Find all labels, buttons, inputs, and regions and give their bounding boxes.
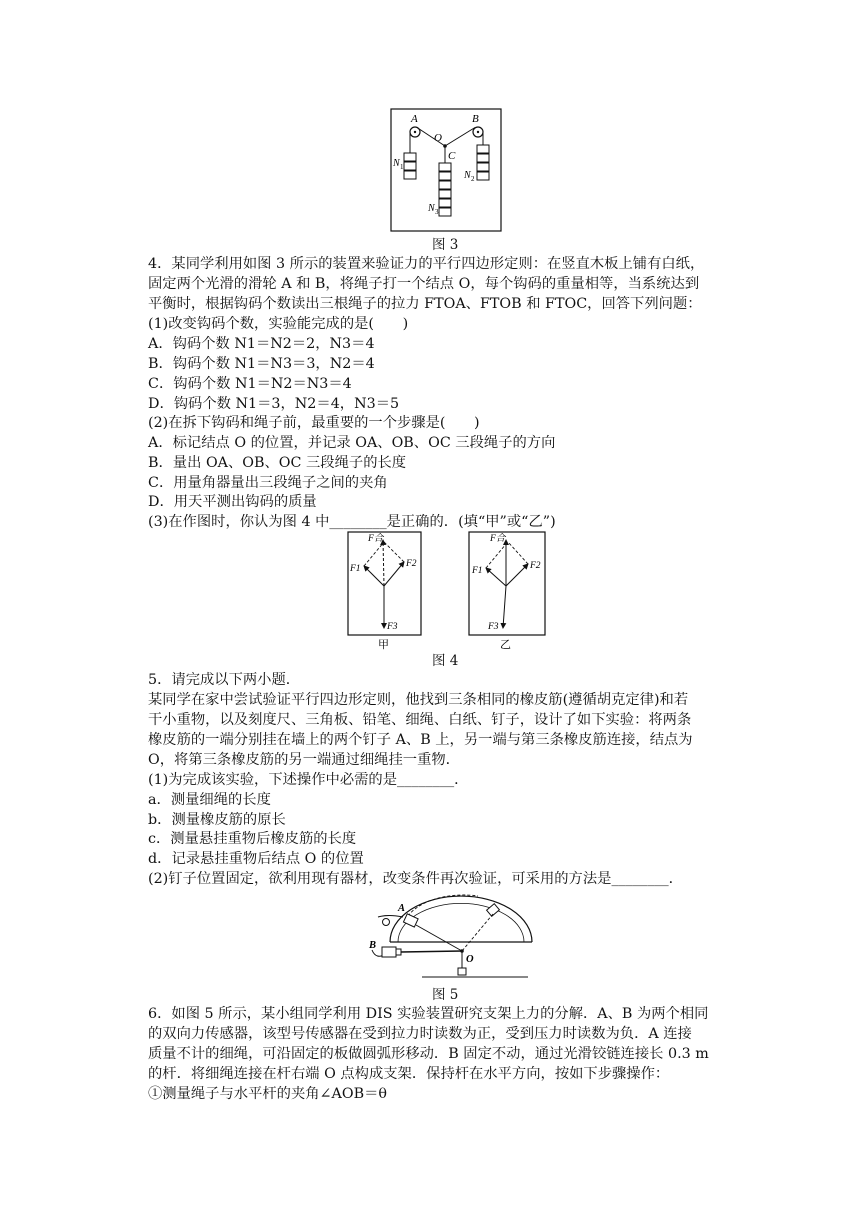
hanging-weight: [458, 968, 466, 975]
q4-option-a: A．钩码个数 N1＝N2＝2，N3＝4: [148, 336, 375, 352]
label-f3: F3: [488, 622, 499, 632]
q5-option-b: b．测量橡皮筋的原长: [148, 812, 286, 828]
q5-option-c: c．测量悬挂重物后橡皮筋的长度: [148, 831, 357, 847]
svg-text:2: 2: [471, 175, 475, 183]
q6-line: 6．如图 5 所示，某小组同学利用 DIS 实验装置研究支架上力的分解．A、B 为两个相同: [148, 1006, 709, 1022]
rod: [401, 951, 462, 952]
q4-option-b: B．量出 OA、OB、OC 三段绳子的长度: [148, 455, 407, 471]
q4-line: 4．某同学利用如图 3 所示的装置来验证力的平行四边形定则：在竖直木板上铺有白纸，: [148, 256, 705, 272]
figure-4: [346, 530, 548, 654]
q4-option-a: A．标记结点 O 的位置，并记录 OA、OB、OC 三段绳子的方向: [148, 435, 556, 451]
figure-4-right-panel: [469, 532, 545, 651]
q4-option-d: D．用天平测出钩码的质量: [148, 494, 317, 510]
label-a: A: [398, 903, 406, 914]
q5-subquestion-1: (1)为完成该实验，下述操作中必需的是________．: [148, 772, 469, 788]
figure-3-caption: 图 3: [432, 237, 459, 253]
q5-line: 橡皮筋的一端分别挂在墙上的两个钉子 A、B 上，另一端与第三条橡皮筋连接，结点为: [148, 732, 693, 748]
q4-option-b: B．钩码个数 N1＝N3＝3，N2＝4: [148, 356, 375, 372]
q5-subquestion-2: (2)钉子位置固定，欲利用现有器材，改变条件再次验证，可采用的方法是________．: [148, 871, 683, 887]
q4-option-d: D．钩码个数 N1＝3，N2＝4，N3＝5: [148, 396, 400, 412]
label-jia: 甲: [378, 639, 389, 651]
q5-option-a: a．测量细绳的长度: [148, 792, 271, 808]
label-f1: F1: [350, 564, 361, 574]
figure-3: [390, 108, 502, 232]
figure-5: [368, 892, 540, 984]
label-b: B: [472, 113, 479, 125]
label-o: O: [434, 132, 442, 144]
label-f1: F1: [472, 566, 483, 576]
q4-subquestion-1: (1)改变钩码个数，实验能完成的是( ): [148, 316, 409, 332]
q4-option-c: C．用量角器量出三段绳子之间的夹角: [148, 475, 388, 491]
label-f-resultant: F合: [490, 534, 506, 544]
label-f2: F2: [530, 561, 541, 571]
q4-option-c: C．钩码个数 N1＝N2＝N3＝4: [148, 376, 352, 392]
q6-step-1: ①测量绳子与水平杆的夹角∠AOB＝θ: [148, 1086, 387, 1102]
label-c: C: [448, 150, 456, 162]
q6-line: 的双向力传感器，该型号传感器在受到拉力时读数为正，受到压力时读数为负．A 连接: [148, 1026, 692, 1042]
label-o: O: [466, 954, 474, 965]
sensor-b: [372, 947, 401, 957]
label-n3: N: [428, 203, 435, 214]
label-yi: 乙: [500, 639, 511, 651]
figure-4-left-panel: [348, 532, 421, 651]
figure-4-caption: 图 4: [432, 653, 459, 669]
q4-line: 平衡时，根据钩码个数读出三根绳子的拉力 FTOA、FTOB 和 FTOC，回答下列问题：: [148, 296, 702, 312]
q4-subquestion-2: (2)在拆下钩码和绳子前，最重要的一个步骤是( ): [148, 415, 480, 431]
q5-line: O，将第三条橡皮筋的另一端通过细绳挂一重物．: [148, 752, 460, 768]
figure-5-caption: 图 5: [432, 987, 459, 1003]
label-f2: F2: [406, 559, 417, 569]
q5-line: 5．请完成以下两小题．: [148, 672, 301, 688]
q5-option-d: d．记录悬挂重物后结点 O 的位置: [148, 851, 364, 867]
q5-line: 干小重物，以及刻度尺、三角板、铅笔、细绳、白纸、钉子，设计了如下实验：将两条: [148, 712, 692, 728]
svg-text:3: 3: [435, 208, 439, 216]
label-n1: N: [393, 158, 400, 169]
q6-line: 质量不计的细绳，可沿固定的板做圆弧形移动．B 固定不动，通过光滑铰链连接长 0.3 m: [148, 1046, 709, 1062]
q6-line: 的杆．将细绳连接在杆右端 O 点构成支架．保持杆在水平方向，按如下步骤操作：: [148, 1066, 670, 1082]
q4-subquestion-3: (3)在作图时，你认为图 4 中________是正确的．(填“甲”或“乙”): [148, 514, 556, 530]
label-n2: N: [464, 170, 471, 181]
svg-text:1: 1: [400, 163, 404, 171]
label-f3: F3: [387, 622, 398, 632]
q4-line: 固定两个光滑的滑轮 A 和 B，将绳子打一个结点 O，每个钩码的重量相等，当系统达到: [148, 276, 700, 292]
label-f-resultant: F合: [368, 534, 384, 544]
q5-line: 某同学在家中尝试验证平行四边形定则，他找到三条相同的橡皮筋(遵循胡克定律)和若: [148, 692, 689, 708]
label-b: B: [369, 940, 377, 951]
label-a: A: [411, 113, 418, 125]
